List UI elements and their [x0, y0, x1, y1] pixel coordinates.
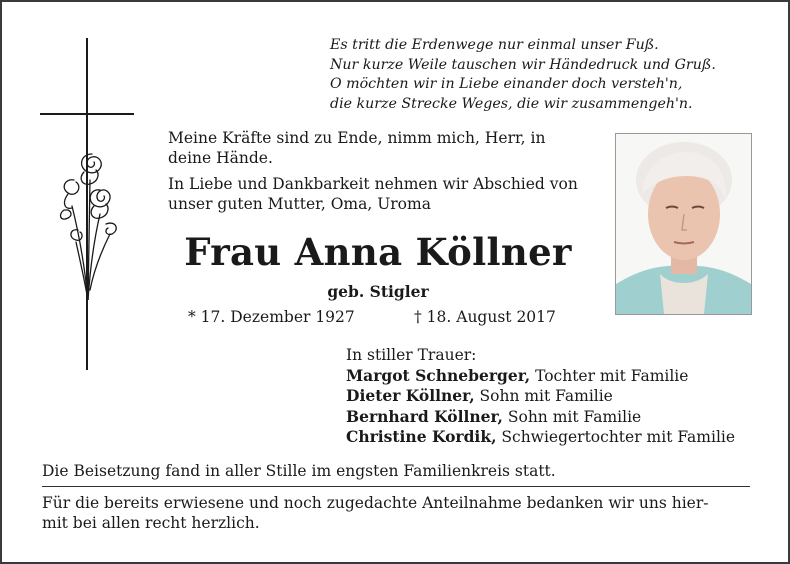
mourner-relation: Sohn mit Familie — [474, 387, 613, 406]
death-date: † 18. August 2017 — [414, 308, 556, 326]
intro-line: Meine Kräfte sind zu Ende, nimm mich, Herr, in deine Hände. — [168, 129, 546, 167]
poem-line: die kurze Strecke Weges, die wir zusammengeh'n. — [330, 95, 693, 112]
mourner-row — [346, 407, 735, 428]
cross-bar — [40, 113, 134, 115]
mourner-name: Dieter Köllner, — [346, 386, 475, 406]
mourner-relation: Tochter mit Familie — [530, 366, 689, 385]
portrait-photo — [615, 133, 752, 315]
thanks-line: Für die bereits erwiesene und noch zugedachte Anteilnahme bedanken wir uns hier- — [42, 494, 709, 512]
mourner-name: Bernhard Köllner, — [346, 406, 503, 426]
deceased-name: Frau Anna Köllner — [184, 230, 572, 274]
poem-line: O möchten wir in Liebe einander doch versteh'n, — [330, 76, 683, 92]
poem-line: Es tritt die Erdenwege nur einmal unser Fuß. — [330, 37, 659, 53]
birth-name: geb. Stigler — [327, 282, 429, 301]
burial-note: Die Beisetzung fand in aller Stille im engsten Familienkreis statt. — [42, 462, 556, 480]
mourner-relation: Schwiegertochter mit Familie — [496, 428, 736, 447]
mourner-relation: Sohn mit Familie — [502, 407, 642, 426]
poem-line: Nur kurze Weile tauschen wir Händedruck und Gruß. — [330, 56, 716, 73]
roses-icon — [54, 150, 126, 300]
mourner-row — [346, 427, 735, 448]
mourners-block — [346, 346, 735, 448]
mourners-heading: In stiller Trauer: — [346, 346, 477, 364]
thanks-line: mit bei allen recht herzlich. — [42, 514, 260, 532]
divider — [42, 486, 750, 487]
mourner-row — [346, 386, 735, 407]
mourner-name: Margot Schneberger, — [346, 365, 531, 385]
birth-date: * 17. Dezember 1927 — [188, 308, 355, 326]
intro-text — [168, 128, 588, 220]
poem — [330, 36, 716, 114]
thanks-note — [42, 493, 750, 533]
mourner-row — [346, 366, 735, 387]
intro-line: In Liebe und Dankbarkeit nehmen wir Abschied von unser guten Mutter, Oma, Uroma — [168, 175, 578, 213]
mourner-name: Christine Kordik, — [346, 427, 497, 447]
